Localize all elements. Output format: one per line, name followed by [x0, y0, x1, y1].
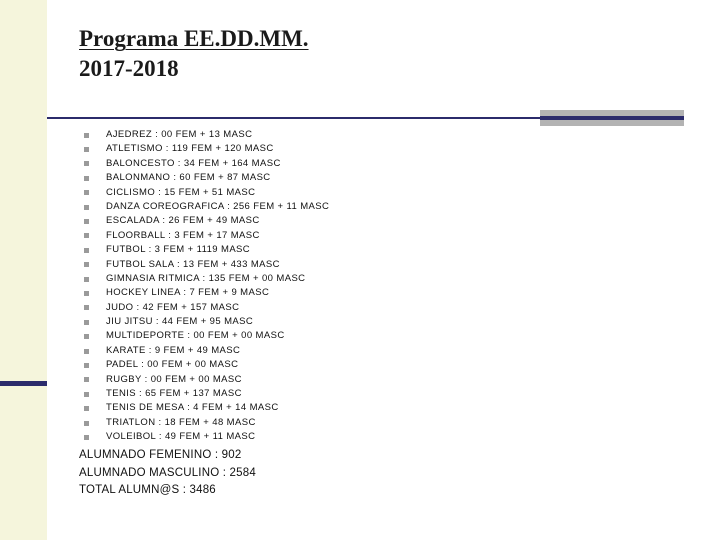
list-item-text: FUTBOL : 3 FEM + 1119 MASC	[106, 244, 251, 256]
list-item-text: HOCKEY LINEA : 7 FEM + 9 MASC	[106, 287, 270, 299]
list-item-text: GIMNASIA RITMICA : 135 FEM + 00 MASC	[106, 272, 306, 284]
list-item-text: BALONCESTO : 34 FEM + 164 MASC	[106, 157, 281, 169]
list-item	[84, 301, 584, 315]
list-item	[84, 214, 584, 228]
list-item-text: ESCALADA : 26 FEM + 49 MASC	[106, 215, 260, 227]
list-item-text: TENIS : 65 FEM + 137 MASC	[106, 388, 242, 400]
list-item-text: TENIS DE MESA : 4 FEM + 14 MASC	[106, 402, 279, 414]
list-item-text: JIU JITSU : 44 FEM + 95 MASC	[106, 316, 254, 328]
square-bullet-icon	[84, 277, 89, 282]
list-item	[84, 258, 584, 272]
list-item-text: KARATE : 9 FEM + 49 MASC	[106, 344, 241, 356]
square-bullet-icon	[84, 147, 89, 152]
list-item-text: ATLETISMO : 119 FEM + 120 MASC	[106, 143, 274, 155]
list-item-text: FUTBOL SALA : 13 FEM + 433 MASC	[106, 258, 280, 270]
list-item	[84, 416, 584, 430]
list-item	[84, 157, 584, 171]
title-line-1: Programa EE.DD.MM.	[79, 26, 309, 51]
title-divider	[47, 117, 540, 119]
divider-accent-line	[540, 116, 684, 120]
square-bullet-icon	[84, 190, 89, 195]
list-item	[84, 401, 584, 415]
square-bullet-icon	[84, 421, 89, 426]
square-bullet-icon	[84, 176, 89, 181]
square-bullet-icon	[84, 320, 89, 325]
square-bullet-icon	[84, 291, 89, 296]
square-bullet-icon	[84, 161, 89, 166]
list-item-text: PADEL : 00 FEM + 00 MASC	[106, 359, 239, 371]
list-item	[84, 315, 584, 329]
list-item	[84, 142, 584, 156]
total-all: TOTAL ALUMN@S : 3486	[79, 484, 216, 496]
list-item-text: AJEDREZ : 00 FEM + 13 MASC	[106, 129, 253, 140]
totals-block	[79, 447, 256, 500]
list-item	[84, 200, 584, 214]
list-item	[84, 243, 584, 257]
square-bullet-icon	[84, 334, 89, 339]
list-item	[84, 171, 584, 185]
list-item	[84, 329, 584, 343]
list-item-text: FLOORBALL : 3 FEM + 17 MASC	[106, 229, 260, 241]
list-item	[84, 272, 584, 286]
list-item-text: CICLISMO : 15 FEM + 51 MASC	[106, 186, 256, 198]
left-accent-bar	[0, 381, 47, 386]
list-item-text: JUDO : 42 FEM + 157 MASC	[106, 301, 240, 313]
list-item	[84, 286, 584, 300]
list-item	[84, 358, 584, 372]
square-bullet-icon	[84, 233, 89, 238]
list-item	[84, 344, 584, 358]
list-item	[84, 229, 584, 243]
square-bullet-icon	[84, 392, 89, 397]
square-bullet-icon	[84, 363, 89, 368]
total-female: ALUMNADO FEMENINO : 902	[79, 449, 242, 461]
square-bullet-icon	[84, 205, 89, 210]
list-item	[84, 128, 584, 142]
square-bullet-icon	[84, 435, 89, 440]
left-decorative-band	[0, 0, 47, 540]
list-item-text: BALONMANO : 60 FEM + 87 MASC	[106, 172, 271, 184]
title-line-2: 2017-2018	[79, 56, 179, 81]
square-bullet-icon	[84, 248, 89, 253]
list-item-text: VOLEIBOL : 49 FEM + 11 MASC	[106, 431, 256, 443]
list-item-text: RUGBY : 00 FEM + 00 MASC	[106, 373, 242, 385]
list-item-text: TRIATLON : 18 FEM + 48 MASC	[106, 416, 256, 428]
slide-title	[79, 24, 639, 84]
square-bullet-icon	[84, 305, 89, 310]
list-item	[84, 430, 584, 444]
square-bullet-icon	[84, 349, 89, 354]
square-bullet-icon	[84, 262, 89, 267]
list-item-text: DANZA COREOGRAFICA : 256 FEM + 11 MASC	[106, 200, 330, 212]
total-male: ALUMNADO MASCULINO : 2584	[79, 466, 256, 479]
list-item	[84, 373, 584, 387]
square-bullet-icon	[84, 406, 89, 411]
square-bullet-icon	[84, 377, 89, 382]
list-item	[84, 186, 584, 200]
square-bullet-icon	[84, 133, 89, 138]
list-item-text: MULTIDEPORTE : 00 FEM + 00 MASC	[106, 330, 285, 342]
list-item	[84, 387, 584, 401]
sports-list	[84, 128, 584, 445]
square-bullet-icon	[84, 219, 89, 224]
